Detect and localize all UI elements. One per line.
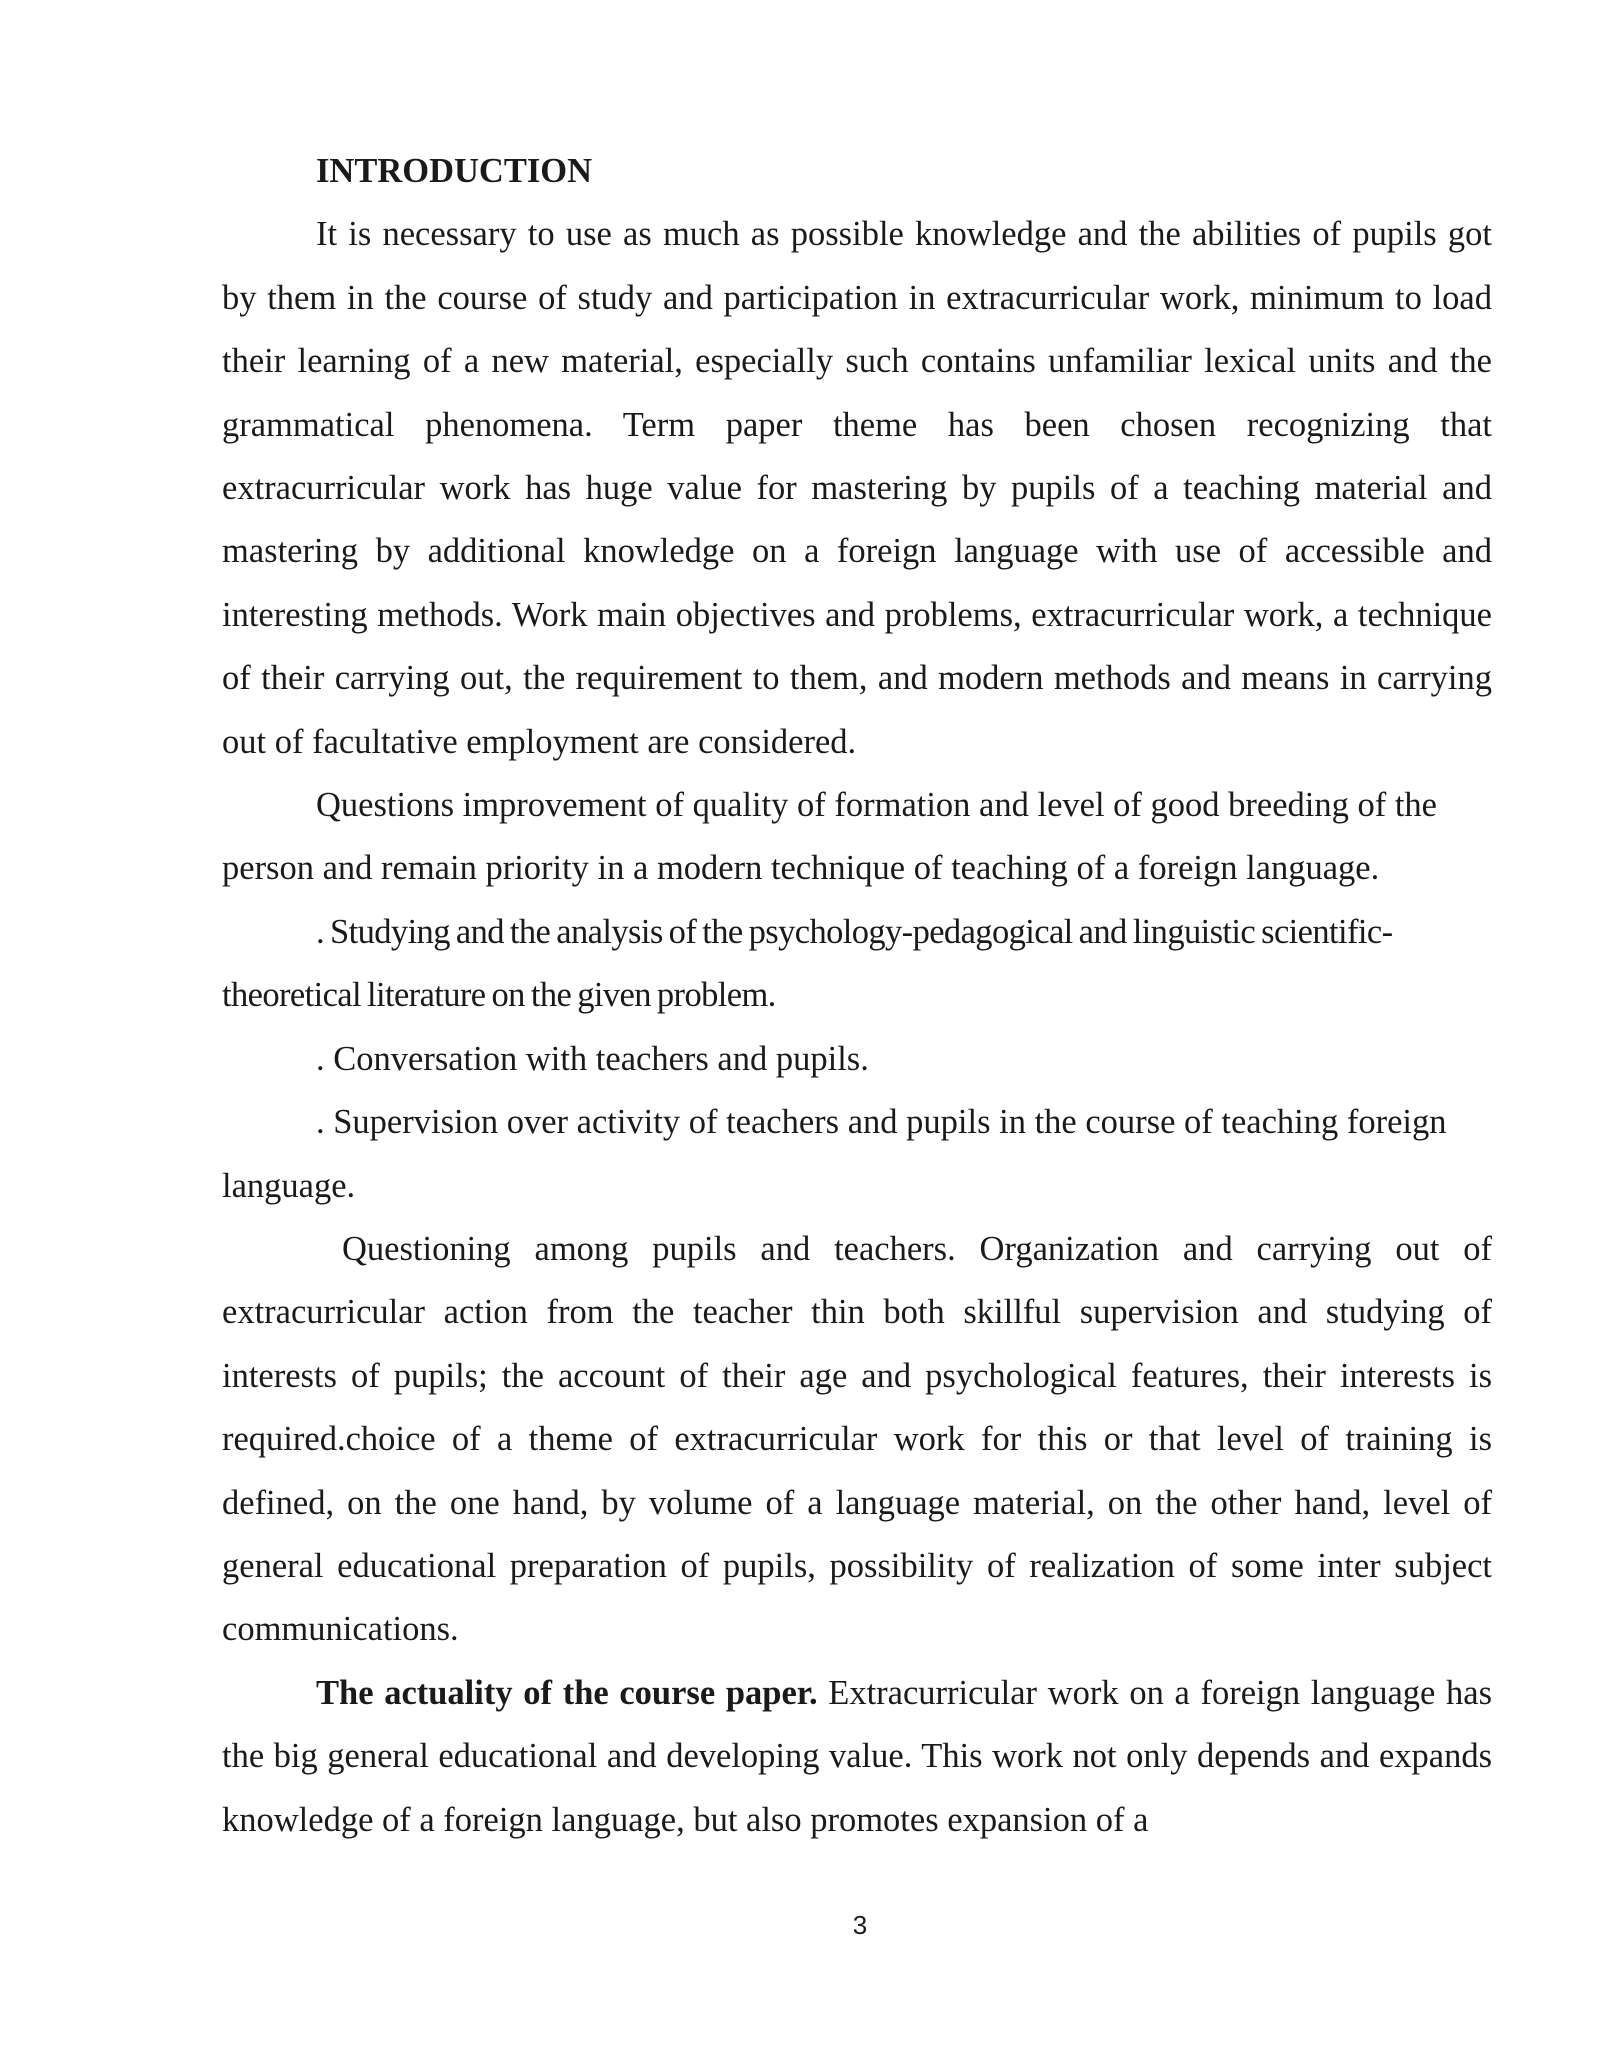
paragraph-questioning: Questioning among pupils and teachers. Organization and carrying out of extracurricular action from the teacher thin both skillful supervision and studying of interests of pupils; the account of their age and psychological features, their interests is required.choice of a theme of extracurricular work for this or that level of training is defined, on the one hand, by volume of a language material, on the other hand, level of general educational preparation of pupils, possibility of realization of some inter subject communications. — [222, 1229, 1492, 1649]
page-number: 3 — [852, 1910, 868, 1940]
document-page — [222, 140, 1492, 1852]
list-item-supervision: . Supervision over activity of teachers and pupils in the course of teaching foreign language. — [222, 1103, 1447, 1205]
list-item-literature-analysis: . Studying and the analysis of the psychology-pedagogical and linguistic scientific-theoretical literature on the given problem. — [222, 912, 1393, 1015]
section-heading: INTRODUCTION — [316, 152, 593, 190]
paragraph-actuality-body: Extracurricular work on a foreign language has the big general educational and developing value. This work not only depends and expands knowledge of a foreign language, but also promotes expansion of a — [222, 1673, 1493, 1839]
paragraph-intro: It is necessary to use as much as possible knowledge and the abilities of pupils got by them in the course of study and participation in extracurricular work, minimum to load their learning of a new material, especially such contains unfamiliar lexical units and the grammatical phenomena. Term paper theme has been chosen recognizing that extracurricular work has huge value for mastering by pupils of a teaching material and mastering by additional knowledge on a foreign language with use of accessible and interesting methods. Work main objectives and problems, extracurricular work, a technique of their carrying out, the requirement to them, and modern methods and means in carrying out of facultative employment are considered. — [222, 215, 1492, 761]
paragraph-actuality-lead: The actuality of the course paper. — [316, 1673, 818, 1712]
paragraph-actuality — [222, 1662, 1492, 1852]
list-item-conversation: . Conversation with teachers and pupils. — [316, 1039, 869, 1078]
paragraph-priority: Questions improvement of quality of formation and level of good breeding of the person and remain priority in a modern technique of teaching of a foreign language. — [222, 786, 1437, 888]
